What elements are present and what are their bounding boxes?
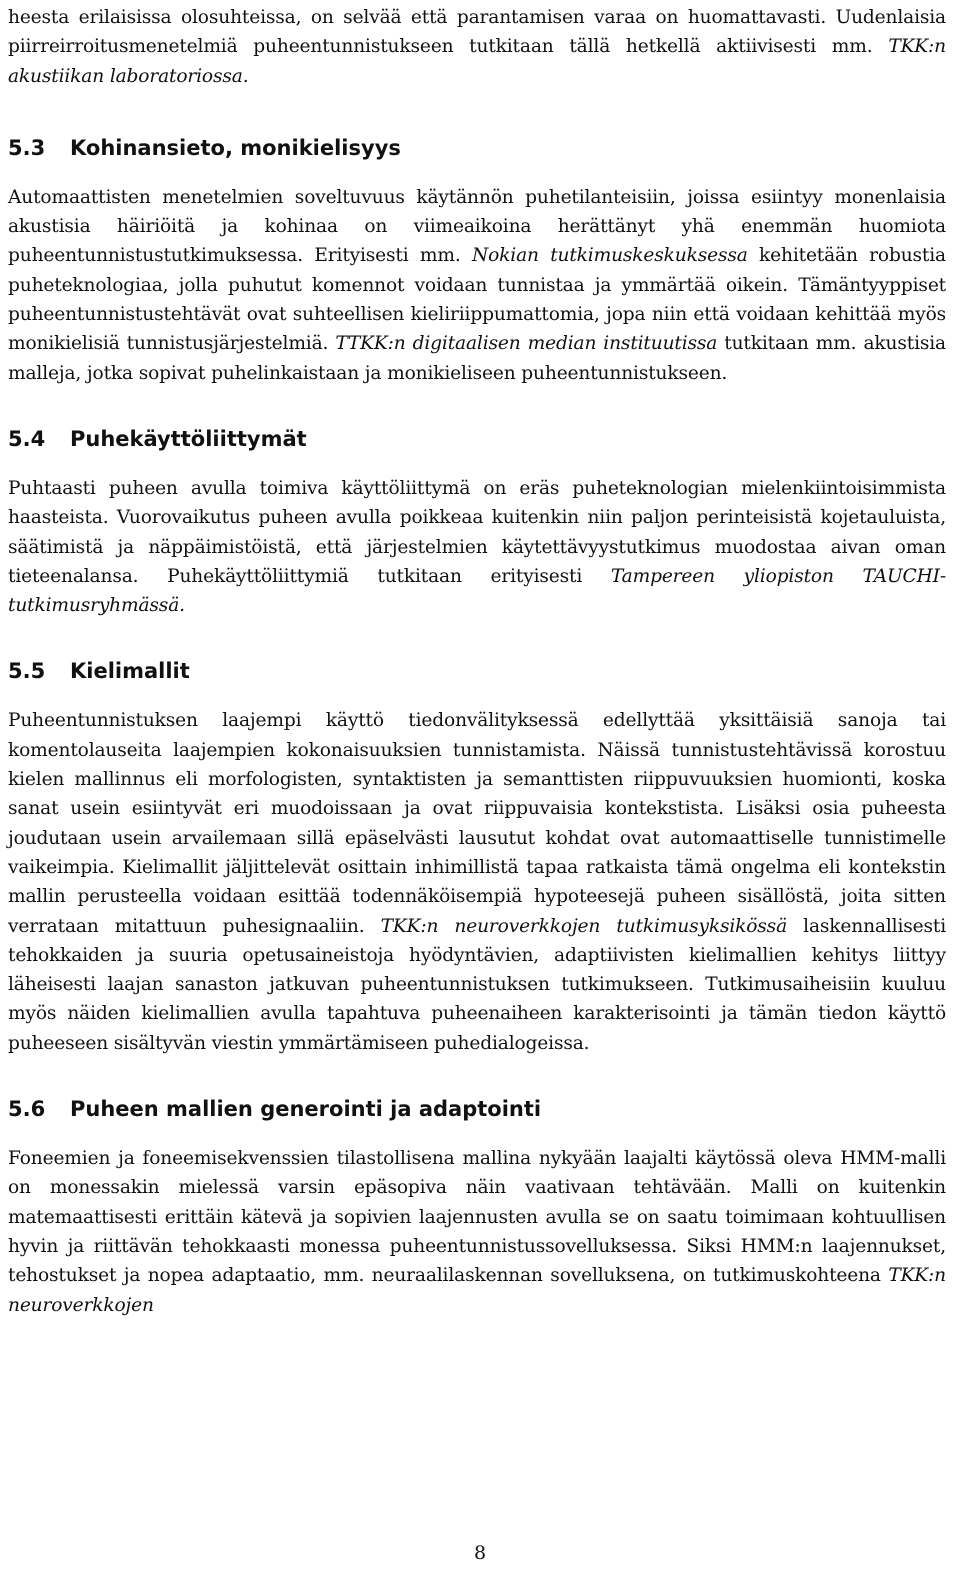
paragraph-italic: TTKK:n digitaalisen median instituutissa — [335, 333, 718, 355]
document-page — [8, 0, 946, 1320]
intro-text: heesta erilaisissa olosuhteissa, on selvää että parantamisen varaa on huomattavasti. Uudenlaisia piirreirroitusmenetelmiä puheentunnistukseen tutkitaan tällä hetkellä aktiivisesti mm. — [8, 7, 946, 58]
section-title: Kielimallit — [70, 659, 190, 684]
section-heading-5-6 — [8, 1096, 946, 1122]
section-heading-5-4 — [8, 426, 946, 452]
section-title: Puhekäyttöliittymät — [70, 426, 307, 451]
paragraph-italic: Tampereen yliopiston TAUCHI-tutkimusryhmässä. — [8, 565, 946, 617]
section-number: 5.3 — [8, 135, 46, 160]
section-paragraph-5-3 — [8, 183, 946, 388]
section-number: 5.4 — [8, 426, 46, 451]
paragraph-italic: TKK:n neuroverkkojen tutkimusyksikössä — [380, 915, 788, 937]
paragraph-text: kehitetään robustia puheteknologiaa, jolla puhutut komennot voidaan tunnistaa ja ymmärtää oikein. Tämäntyyppiset puheentunnistustehtävät ovat suhteellisen kieliriippumattomia, jopa niin että voidaan kehittää myös monikielisiä tunnistusjärjestelmiä. — [8, 245, 946, 355]
intro-italic: TKK:n akustiikan laboratoriossa. — [8, 36, 946, 87]
paragraph-text: Puhtaasti puheen avulla toimiva käyttöliittymä on eräs puheteknologian mielenkiintoisimmista haasteista. Vuorovaikutus puheen avulla poikkeaa kuitenkin niin paljon perinteisistä kojetauluista, säätimistä ja näppäimistöistä, että järjestelmien käytettävyystutkimus muodostaa aivan oman tieteenalansa. Puhekäyttöliittymiä tutkitaan erityisesti — [8, 477, 946, 587]
section-heading-5-5 — [8, 658, 946, 684]
page-number: 8 — [473, 1542, 487, 1564]
paragraph-text: tutkitaan mm. akustisia malleja, jotka sopivat puhelinkaistaan ja monikieliseen puheentunnistukseen. — [8, 333, 946, 384]
section-paragraph-5-6 — [8, 1144, 946, 1320]
section-heading-5-3 — [8, 135, 946, 161]
section-title: Puheen mallien generointi ja adaptointi — [70, 1097, 542, 1122]
section-paragraph-5-4 — [8, 474, 946, 620]
section-title: Kohinansieto, monikielisyys — [70, 135, 401, 160]
paragraph-text: Automaattisten menetelmien soveltuvuus käytännön puhetilanteisiin, joissa esiintyy monenlaisia akustisia häiriöitä ja kohinaa on viimeaikoina herättänyt yhä enemmän huomiota puheentunnistustutkimuksessa. Erityisesti mm. — [8, 186, 946, 267]
paragraph-italic: Nokian tutkimuskeskuksessa — [472, 245, 748, 267]
paragraph-text: Puheentunnistuksen laajempi käyttö tiedonvälityksessä edellyttää yksittäisiä sanoja tai komentolauseita laajempien kokonaisuuksien tunnistamista. Näissä tunnistustehtävissä korostuu kielen mallinnus eli morfologisten, syntaktisten ja semanttisten riippuvuuksien huomionti, koska sanat usein esiintyvät eri muodoissaan ja ovat riippuvaisia kontekstista. Lisäksi osia puheesta joudutaan usein arvailemaan sillä epäselvästi lausutut kohdat ovat automaattiselle tunnistimelle vaikeimpia. Kielimallit jäljittelevät osittain inhimillistä tapaa ratkaista tämä ongelma eli kontekstin mallin perusteella voidaan esittää todennäköisempiä hypoteesejä puheen sisällöstä, joita sitten verrataan mitattuun puhesignaaliin. — [8, 710, 946, 937]
paragraph-text: Foneemien ja foneemisekvenssien tilastollisena mallina nykyään laajalti käytössä oleva HMM-malli on monessakin mielessä varsin epäsopiva näin vaativaan tehtävään. Malli on kuitenkin matemaattisesti erittäin kätevä ja sopivien laajennusten avulla se on saatu toimimaan kohtuullisen hyvin ja riittävän tehokkaasti monessa puheentunnistussovelluksessa. Siksi HMM:n laajennukset, tehostukset ja nopea adaptaatio, mm. neuraalilaskennan sovelluksena, on tutkimuskohteena — [8, 1148, 946, 1287]
section-number: 5.6 — [8, 1097, 46, 1122]
intro-paragraph — [8, 3, 946, 91]
section-number: 5.5 — [8, 659, 46, 684]
paragraph-text: laskennallisesti tehokkaiden ja suuria opetusaineistoja hyödyntävien, adaptiivisten kielimallien kehitys liittyy läheisesti laajan sanaston jatkuvan puheentunnistuksen tutkimukseen. Tutkimusaiheisiin kuuluu myös näiden kielimallien avulla tapahtuva puheenaiheen karakterisointi ja tämän tiedon käyttö puheeseen sisältyvän viestin ymmärtämiseen puhedialogeissa. — [8, 915, 946, 1054]
section-paragraph-5-5 — [8, 706, 946, 1058]
paragraph-italic: TKK:n neuroverkkojen — [8, 1265, 946, 1316]
